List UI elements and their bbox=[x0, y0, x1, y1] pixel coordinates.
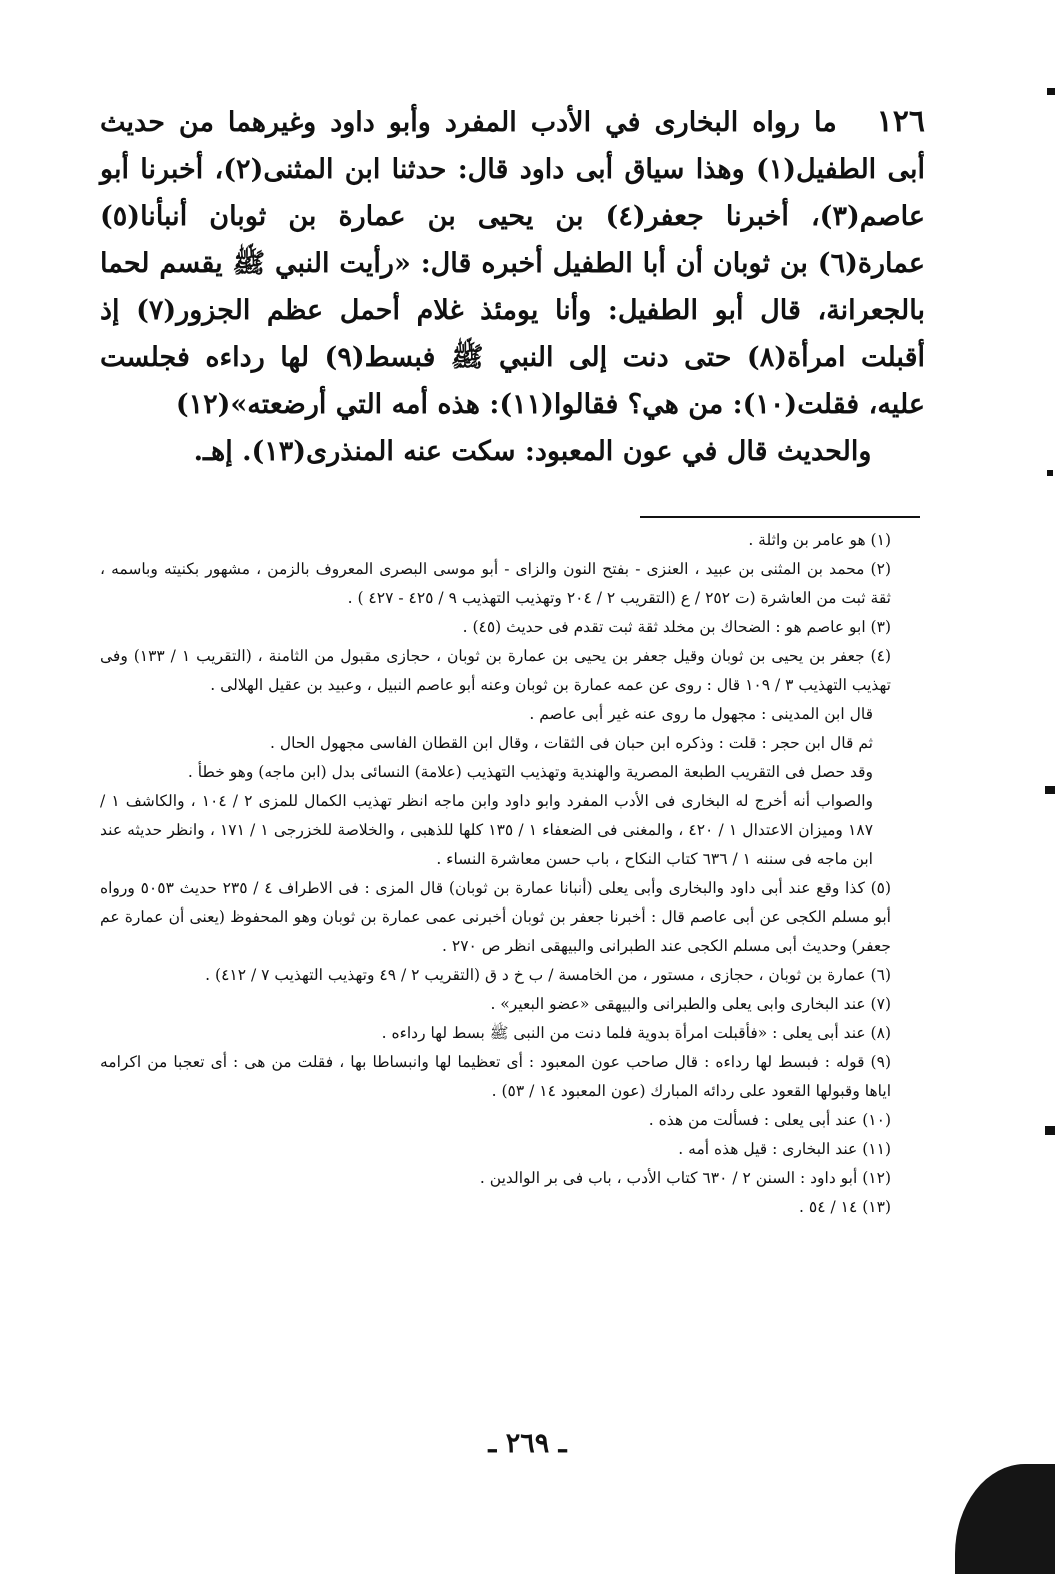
scan-dark-corner bbox=[955, 1464, 1055, 1574]
footnote: (٨) عند أبى يعلى : «فأقبلت امرأة بدوية فلما دنت من النبى ﷺ بسط لها رداءه . bbox=[381, 1024, 891, 1042]
hadith-closing-line: والحديث قال في عون المعبود: سكت عنه المنذرى(١٣). إهـ. bbox=[193, 436, 872, 467]
footnote-separator bbox=[640, 516, 920, 518]
hadith-number: ١٢٦ bbox=[876, 104, 925, 139]
footnote-continuation: ثم قال ابن حجر : قلت : وذكره ابن حبان فى الثقات ، وقال ابن القطان الفاسى مجهول الحال . bbox=[270, 734, 873, 752]
footnote: (٥) كذا وقع عند أبى داود والبخارى وأبى يعلى (أنبانا عمارة بن ثوبان) قال المزى : فى الاطراف ٤ / ٢٣٥ حديث ٥٠٥٣ ورواه أبو مسلم الكجى عن أبى عاصم قال : أخبرنا جعفر بن ثوبان أخبرنى عمى عمارة بن ثوبان وهو المحفوظ (يعنى أن عمارة عم جعفر) وحديث أبى مسلم الكجى عند الطبرانى والبيهقى انظر ص ٢٧٠ . bbox=[100, 879, 892, 955]
hadith-body: ما رواه البخارى في الأدب المفرد وأبو داود وغيرهما من حديث أبى الطفيل(١) وهذا سياق أبى داود قال: حدثنا ابن المثنى(٢)، أخبرنا أبو عاصم(٣)، أخبرنا جعفر(٤) بن يحيى بن عمارة بن ثوبان أنبأنا(٥) عمارة(٦) بن ثوبان أن أبا الطفيل أخبره قال: «رأيت النبي ﷺ يقسم لحما بالجعرانة، قال أبو الطفيل: وأنا يومئذ غلام أحمل عظم الجزور(٧) إذ أقبلت امرأة(٨) حتى دنت إلى النبي ﷺ فبسط(٩) لها رداءه فجلست عليه، فقلت(١٠): من هي؟ فقالوا(١١): هذه أمه التي أرضعته»(١٢) bbox=[100, 107, 926, 420]
footnote-continuation: قال ابن المدينى : مجهول ما روى عنه غير أبى عاصم . bbox=[529, 705, 873, 723]
footnote: (٣) ابو عاصم هو : الضحاك بن مخلد ثقة ثبت تقدم فى حديث (٤٥) . bbox=[462, 618, 891, 636]
footnote-continuation: وقد حصل فى التقريب الطبعة المصرية والهندية وتهذيب التهذيب (علامة) النسائى بدل (ابن ماجه) وهو خطأ . bbox=[187, 763, 873, 781]
footnotes bbox=[100, 526, 925, 1222]
footnote: (٦) عمارة بن ثوبان ، حجازى ، مستور ، من الخامسة / ب خ د ق (التقريب ٢ / ٤٩ وتهذيب التهذيب ٧ / ٤١٢) . bbox=[205, 966, 891, 984]
footnote: (٧) عند البخارى وابى يعلى والطبرانى والبيهقى «عضو البعير» . bbox=[490, 995, 891, 1013]
page-number: ـ ٢٦٩ ـ bbox=[488, 1428, 567, 1459]
footnote: (١٣) ١٤ / ٥٤ . bbox=[799, 1198, 891, 1216]
footnote: (٩) قوله : فبسط لها رداءه : قال صاحب عون المعبود : أى تعظيما لها وانبساطا بها ، فقلت من هى : أى تعجبا من اكرامه اياها وقبولها القعود على ردائه المبارك (عون المعبود ١٤ / ٥٣) . bbox=[100, 1053, 891, 1100]
footnote: (٢) محمد بن المثنى بن عبيد ، العنزى - بفتح النون والزاى - أبو موسى البصرى المعروف بالزمن ، مشهور بكنيته وباسمه ، ثقة ثبت من العاشرة (ت ٢٥٢ / ع (التقريب ٢ / ٢٠٤ وتهذيب التهذيب ٩ / ٤٢٥ - ٤٢٧ ) . bbox=[100, 560, 891, 607]
footnote: (١٠) عند أبى يعلى : فسألت من هذه . bbox=[648, 1111, 891, 1129]
hadith-main-text bbox=[100, 98, 925, 475]
footnote: (١) هو عامر بن واثلة . bbox=[748, 531, 891, 549]
scan-edge-mark bbox=[1045, 786, 1055, 794]
scan-edge-mark bbox=[1047, 470, 1053, 476]
scan-edge-mark bbox=[1045, 1126, 1055, 1135]
footnote: (٤) جعفر بن يحيى بن ثوبان وقيل جعفر بن يحيى بن عمارة بن ثوبان ، حجازى مقبول من الثامنة ، (التقريب ١ / ١٣٣) وفى تهذيب التهذيب ٣ / ١٠٩ قال : روى عن عمه عمارة بن ثوبان وعنه أبو عاصم النبيل ، وعبيد بن عقيل الهلالى . bbox=[100, 647, 891, 694]
footnote: (١٢) أبو داود : السنن ٢ / ٦٣٠ كتاب الأدب ، باب فى بر الوالدين . bbox=[479, 1169, 891, 1187]
footnote: (١١) عند البخارى : قيل هذه أمه . bbox=[678, 1140, 891, 1158]
scan-edge-mark bbox=[1047, 88, 1055, 95]
footnote-continuation: والصواب أنه أخرج له البخارى فى الأدب المفرد وابو داود وابن ماجه انظر تهذيب الكمال للمزى ٢ / ١٠٤ ، والكاشف ١ / ١٨٧ وميزان الاعتدال ١ / ٤٢٠ ، والمغنى فى الضعفاء ١ / ١٣٥ كلها للذهبى ، والخلاصة للخزرجى ١ / ١٧١ ، وانظر حديثه عند ابن ماجه فى سننه ١ / ٦٣٦ كتاب النكاح ، باب حسن معاشرة النساء . bbox=[100, 792, 874, 868]
